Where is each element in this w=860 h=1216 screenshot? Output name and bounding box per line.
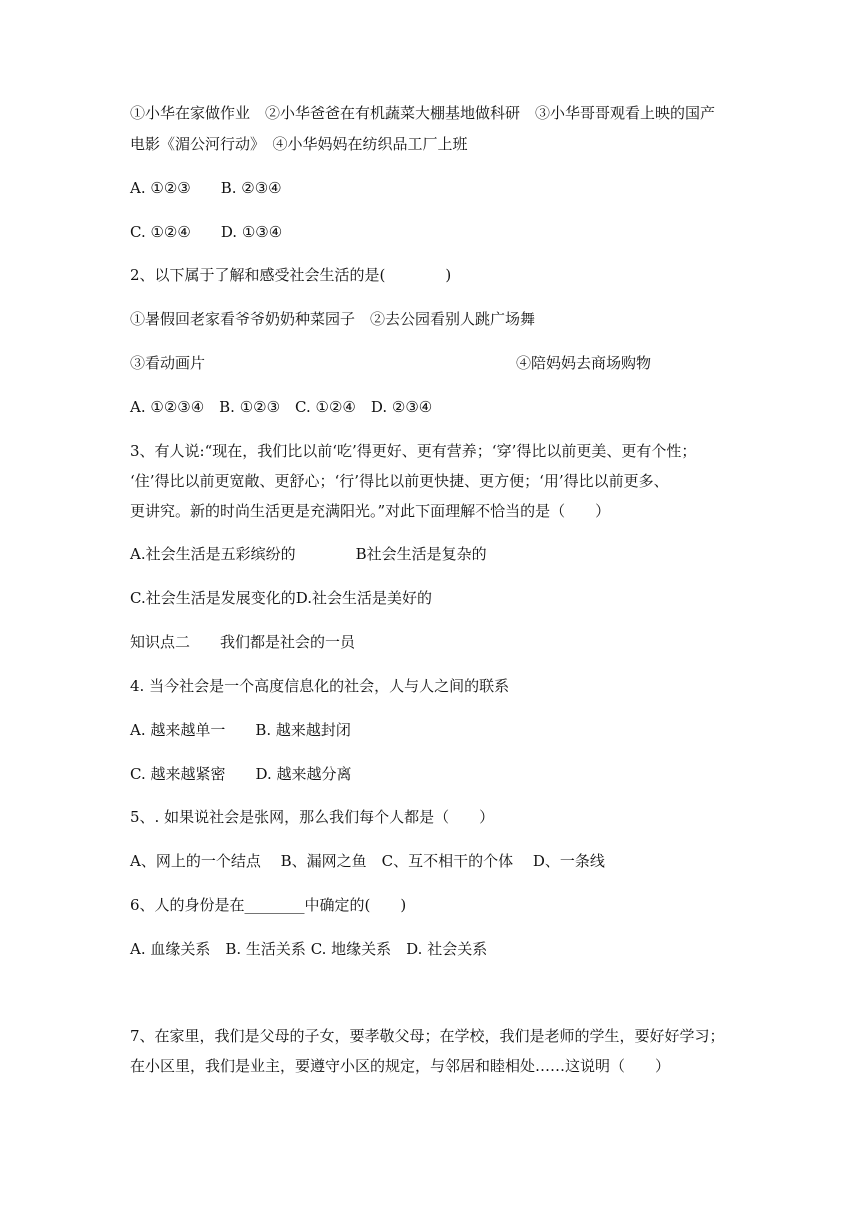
q2-item-3: ③看动画片 [130, 354, 206, 372]
q3-options-ab: A.社会生活是五彩缤纷的 B社会生活是复杂的 [130, 545, 487, 563]
q7-stem-line-1: 7、在家里，我们是父母的子女，要孝敬父母；在学校，我们是老师的学生，要好好学习； [130, 1027, 725, 1045]
q2-items-line-1: ①暑假回老家看爷爷奶奶种菜园子 ②去公园看别人跳广场舞 [130, 310, 536, 328]
section-heading: 知识点二 我们都是社会的一员 [130, 633, 356, 651]
q4-options-cd: C. 越来越紧密 D. 越来越分离 [130, 765, 352, 783]
q6-options: A. 血缘关系 B. 生活关系 C. 地缘关系 D. 社会关系 [130, 940, 488, 958]
q3-stem-line-3: 更讲究。新的时尚生活更是充满阳光。”对此下面理解不恰当的是（ ） [130, 502, 611, 520]
q1-options-ab: A. ①②③ B. ②③④ [130, 179, 282, 197]
q4-stem: 4. 当今社会是一个高度信息化的社会，人与人之间的联系 [130, 677, 510, 695]
q2-stem: 2、以下属于了解和感受社会生活的是( ) [130, 266, 452, 284]
q3-options-cd: C.社会生活是发展变化的D.社会生活是美好的 [130, 589, 432, 607]
q7-stem-line-2: 在小区里，我们是业主，要遵守小区的规定，与邻居和睦相处……这说明（ ） [130, 1057, 671, 1075]
q4-options-ab: A. 越来越单一 B. 越来越封闭 [130, 721, 351, 739]
q3-stem-line-2: ‘住’得比以前更宽敞、更舒心；‘行’得比以前更快捷、更方便；‘用’得比以前更多、 [130, 472, 669, 490]
q1-stem-line-1: ①小华在家做作业 ②小华爸爸在有机蔬菜大棚基地做科研 ③小华哥哥观看上映的国产 [130, 104, 716, 122]
q2-options: A. ①②③④ B. ①②③ C. ①②④ D. ②③④ [130, 398, 433, 416]
q2-item-4: ④陪妈妈去商场购物 [516, 354, 652, 372]
q1-stem-line-2: 电影《湄公河行动》 ④小华妈妈在纺织品工厂上班 [130, 135, 468, 153]
q6-stem: 6、人的身份是在________中确定的( ) [130, 896, 407, 914]
q1-options-cd: C. ①②④ D. ①③④ [130, 223, 283, 241]
q5-options: A、网上的一个结点 B、漏网之鱼 C、互不相干的个体 D、一条线 [130, 852, 605, 870]
q3-stem-line-1: 3、有人说:“现在，我们比以前‘吃’得更好、更有营养；‘穿’得比以前更美、更有个性； [130, 442, 697, 460]
q5-stem: 5、. 如果说社会是张网，那么我们每个人都是（ ） [130, 808, 495, 826]
